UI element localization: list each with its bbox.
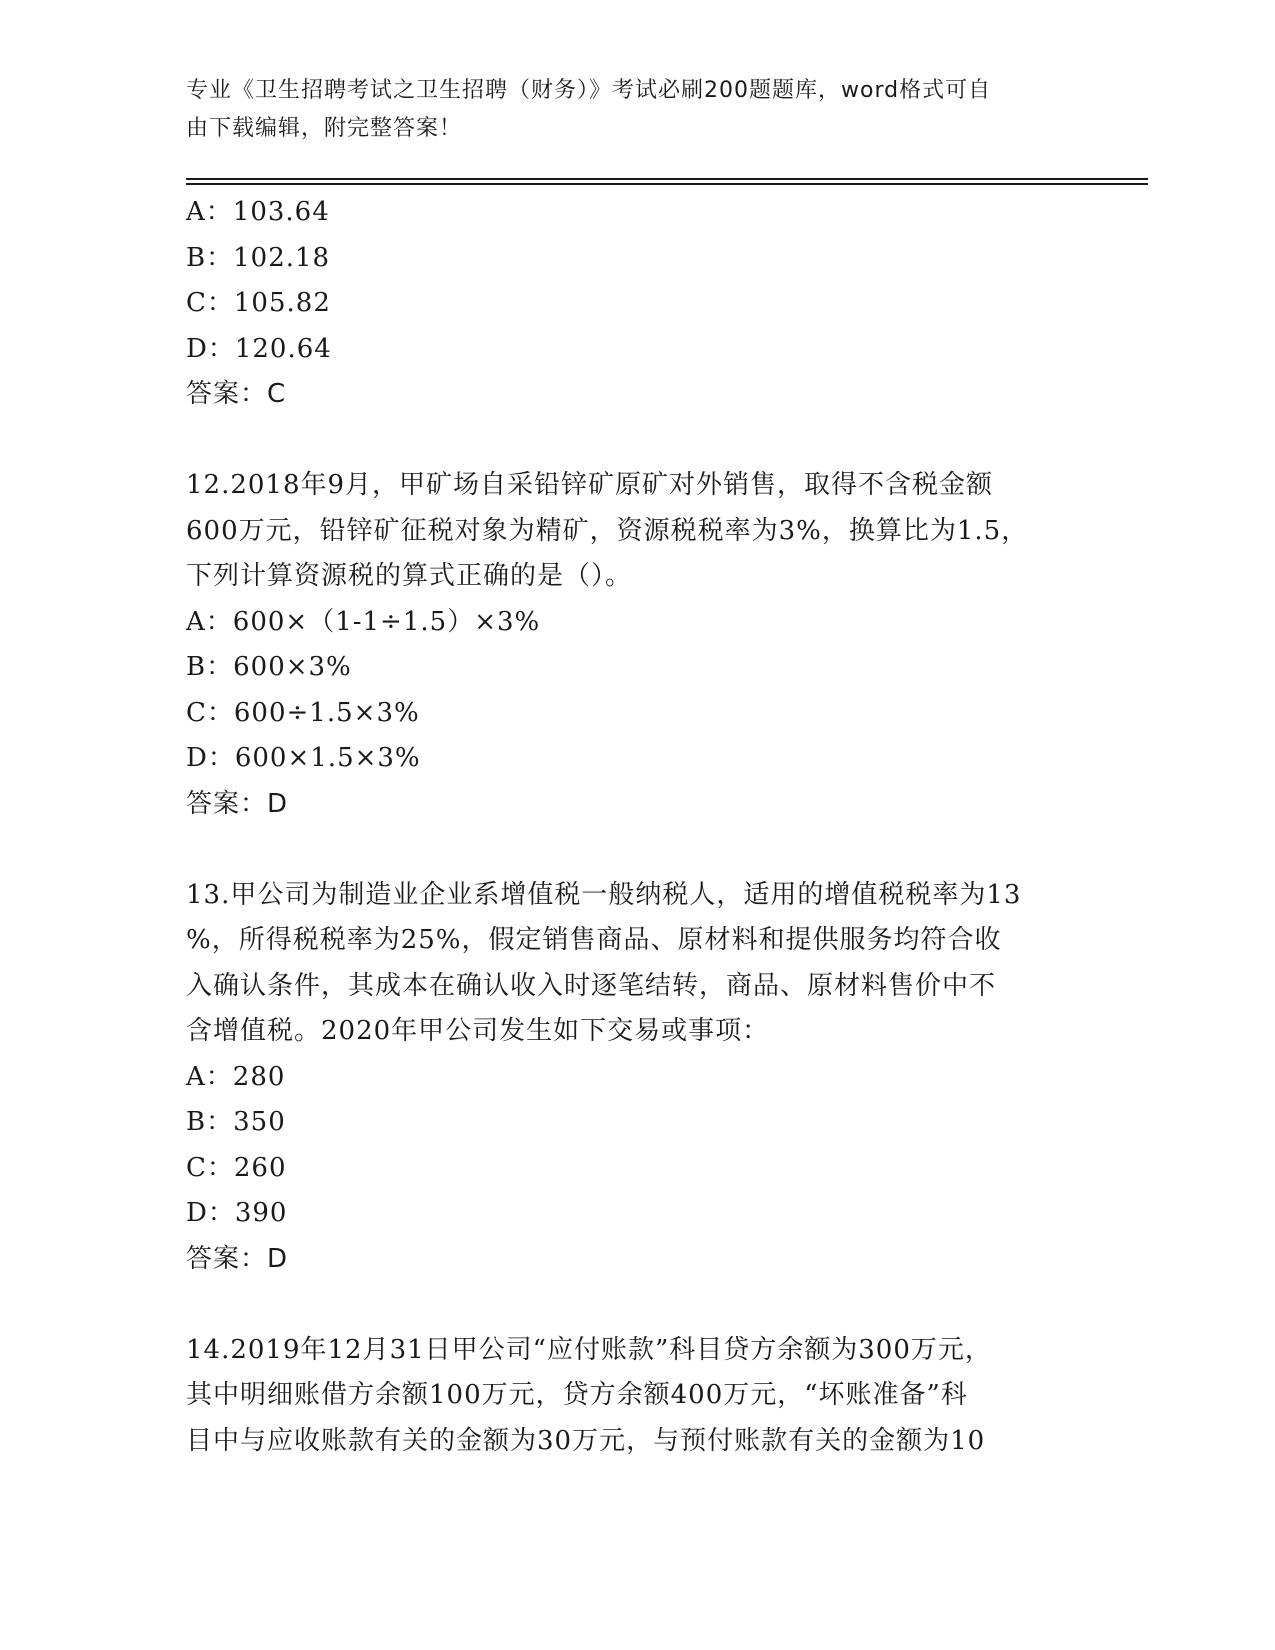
option-b: B：600×3% (186, 652, 352, 682)
option-c: C：105.82 (186, 288, 331, 318)
question-stem-line: 目中与应收账款有关的金额为30万元，与预付账款有关的金额为10 (186, 1425, 986, 1456)
question-stem-line: 12.2018年9月，甲矿场自采铅锌矿原矿对外销售，取得不含税金额 (186, 470, 994, 500)
option-d: D：600×1.5×3% (186, 743, 421, 773)
question-stem-line: 下列计算资源税的算式正确的是（）。 (186, 561, 633, 591)
question-stem-line: 入确认条件，其成本在确认收入时逐笔结转，商品、原材料售价中不 (186, 970, 997, 1001)
question-stem-line: 14.2019年12月31日甲公司“应付账款”科目贷方余额为300万元， (186, 1334, 992, 1365)
question-14 (186, 1328, 1086, 1465)
question-11 (186, 190, 1086, 418)
question-stem-line: 含增值税。2020年甲公司发生如下交易或事项： (186, 1016, 770, 1046)
option-b: B：350 (186, 1107, 286, 1137)
option-c: C：600÷1.5×3% (186, 697, 420, 728)
option-a: A：600×（1-1÷1.5）×3% (186, 606, 541, 637)
answer: 答案：D (186, 788, 289, 819)
option-a: A：280 (186, 1061, 286, 1092)
header-divider-bottom (186, 183, 1148, 185)
question-13 (186, 873, 1086, 1283)
question-stem-line: 其中明细账借方余额100万元，贷方余额400万元，“坏账准备”科 (186, 1380, 968, 1410)
answer: 答案：C (186, 379, 287, 409)
header-divider-top (186, 178, 1148, 180)
answer: 答案：D (186, 1243, 289, 1274)
question-stem-line: 13.甲公司为制造业企业系增值税一般纳税人，适用的增值税税率为13 (186, 879, 1022, 910)
option-d: D：120.64 (186, 333, 332, 364)
option-b: B：102.18 (186, 242, 331, 273)
question-stem-line: %，所得税税率为25%，假定销售商品、原材料和提供服务均符合收 (186, 925, 1002, 955)
question-12 (186, 463, 1086, 827)
question-content (186, 190, 1086, 1464)
option-d: D：390 (186, 1198, 288, 1228)
header-line-1: 专业《卫生招聘考试之卫生招聘（财务）》考试必刷200题题库，word格式可自 (186, 78, 992, 103)
option-c: C：260 (186, 1152, 287, 1183)
question-stem-line: 600万元，铅锌矿征税对象为精矿，资源税税率为3%，换算比为1.5， (186, 515, 1029, 546)
option-a: A：103.64 (186, 197, 330, 227)
header-line-2: 由下载编辑，附完整答案！ (186, 116, 463, 141)
document-header (186, 72, 1066, 148)
